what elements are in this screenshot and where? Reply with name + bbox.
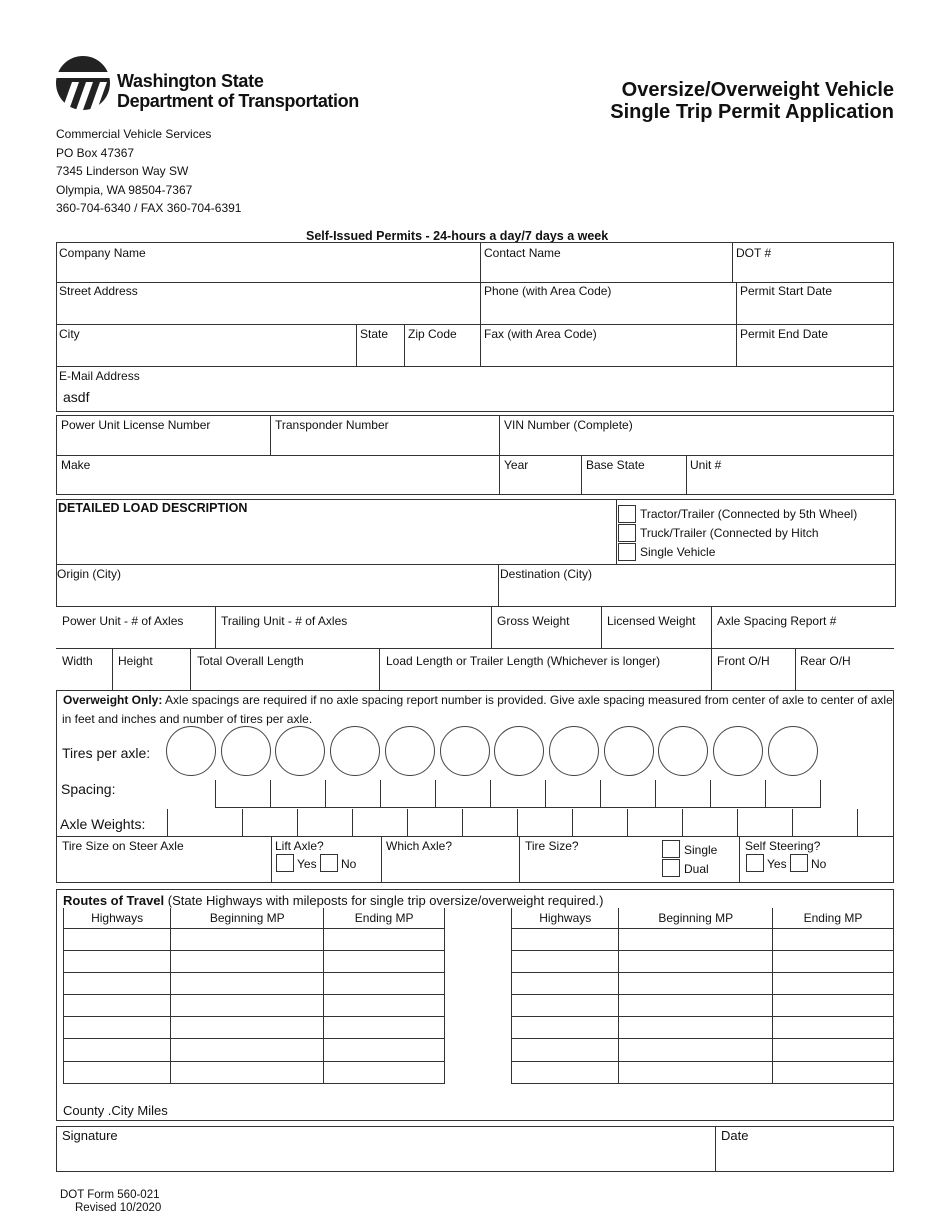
route-row bbox=[64, 950, 445, 972]
signature-section bbox=[56, 1126, 894, 1172]
spacing-divider bbox=[710, 780, 711, 807]
route-cell-input[interactable] bbox=[171, 1017, 324, 1039]
route-cell-input[interactable] bbox=[324, 1039, 445, 1061]
route-cell-input[interactable] bbox=[772, 950, 893, 972]
route-row bbox=[64, 1017, 445, 1039]
tires-per-axle-input[interactable] bbox=[166, 726, 216, 776]
height-field[interactable]: Height bbox=[118, 654, 153, 668]
spacing-divider bbox=[215, 780, 216, 807]
routes-column-header: Ending MP bbox=[772, 908, 893, 928]
route-cell-input[interactable] bbox=[512, 972, 619, 994]
spacing-divider bbox=[545, 780, 546, 807]
contact-name-field[interactable]: Contact Name bbox=[484, 246, 561, 260]
transponder-number-field[interactable]: Transponder Number bbox=[275, 418, 389, 432]
route-row bbox=[64, 995, 445, 1017]
overweight-instructions bbox=[63, 693, 893, 707]
route-row bbox=[512, 1017, 894, 1039]
route-row bbox=[512, 972, 894, 994]
agency-name-line2: Department of Transportation bbox=[117, 91, 359, 111]
weight-divider bbox=[242, 809, 243, 836]
destination-city-field[interactable]: Destination (City) bbox=[500, 567, 593, 581]
route-row bbox=[512, 1061, 894, 1083]
weight-divider bbox=[857, 809, 858, 836]
phone-field[interactable]: Phone (with Area Code) bbox=[484, 284, 612, 298]
company-name-field[interactable]: Company Name bbox=[59, 246, 146, 260]
routes-note: (State Highways with mileposts for single trip oversize/overweight required.) bbox=[164, 893, 604, 908]
tires-per-axle-input[interactable] bbox=[440, 726, 490, 776]
route-row bbox=[64, 928, 445, 950]
lift-axle-no-label: No bbox=[341, 857, 357, 871]
power-unit-axles-field[interactable]: Power Unit - # of Axles bbox=[62, 614, 184, 628]
vin-number-field[interactable]: VIN Number (Complete) bbox=[504, 418, 633, 432]
spacing-divider bbox=[435, 780, 436, 807]
routes-instructions bbox=[63, 893, 603, 908]
wsdot-logo bbox=[55, 55, 395, 113]
route-cell-input[interactable] bbox=[324, 950, 445, 972]
zip-code-field[interactable]: Zip Code bbox=[408, 327, 457, 341]
single-vehicle-checkbox[interactable] bbox=[618, 543, 636, 561]
route-cell-input[interactable] bbox=[619, 928, 772, 950]
routes-column-header: Beginning MP bbox=[619, 908, 772, 928]
route-cell-input[interactable] bbox=[64, 1061, 171, 1083]
lift-axle-yes-checkbox[interactable] bbox=[276, 854, 294, 872]
signature-field[interactable]: Signature bbox=[62, 1128, 118, 1143]
overweight-heading: Overweight Only: bbox=[63, 693, 163, 707]
routes-column-header: Beginning MP bbox=[171, 908, 324, 928]
spacing-divider bbox=[490, 780, 491, 807]
route-cell-input[interactable] bbox=[619, 950, 772, 972]
single-tire-label: Single bbox=[684, 843, 718, 857]
tires-per-axle-input[interactable] bbox=[330, 726, 380, 776]
routes-heading: Routes of Travel bbox=[63, 893, 165, 908]
permit-end-date-field[interactable]: Permit End Date bbox=[740, 327, 829, 341]
load-description-heading: DETAILED LOAD DESCRIPTION bbox=[58, 501, 248, 515]
wsdot-logo-icon bbox=[55, 55, 111, 111]
weight-divider bbox=[792, 809, 793, 836]
route-row bbox=[512, 1039, 894, 1061]
overweight-text-line2: in feet and inches and number of tires per axle. bbox=[62, 712, 313, 726]
route-row bbox=[512, 995, 894, 1017]
tires-per-axle-input[interactable] bbox=[658, 726, 708, 776]
axle-spacing-report-field[interactable]: Axle Spacing Report # bbox=[717, 614, 837, 628]
load-length-field[interactable]: Load Length or Trailer Length (Whichever is longer) bbox=[386, 654, 661, 668]
route-cell-input[interactable] bbox=[324, 995, 445, 1017]
street-address-field[interactable]: Street Address bbox=[59, 284, 138, 298]
city-field[interactable]: City bbox=[59, 327, 80, 341]
weight-divider bbox=[167, 809, 168, 836]
route-row bbox=[512, 928, 894, 950]
routes-table-left bbox=[63, 908, 445, 1084]
route-cell-input[interactable] bbox=[619, 1061, 772, 1083]
spacing-divider bbox=[325, 780, 326, 807]
tractor-trailer-checkbox[interactable] bbox=[618, 505, 636, 523]
unit-number-field[interactable]: Unit # bbox=[690, 458, 722, 472]
spacing-label: Spacing: bbox=[61, 781, 116, 797]
spacing-divider bbox=[655, 780, 656, 807]
tires-per-axle-input[interactable] bbox=[768, 726, 818, 776]
weight-divider bbox=[352, 809, 353, 836]
state-field[interactable]: State bbox=[360, 327, 389, 341]
route-cell-input[interactable] bbox=[512, 928, 619, 950]
dual-tire-checkbox[interactable] bbox=[662, 859, 680, 877]
route-cell-input[interactable] bbox=[619, 1017, 772, 1039]
route-cell-input[interactable] bbox=[171, 950, 324, 972]
tires-per-axle-input[interactable] bbox=[604, 726, 654, 776]
route-cell-input[interactable] bbox=[171, 1039, 324, 1061]
route-cell-input[interactable] bbox=[772, 1061, 893, 1083]
route-cell-input[interactable] bbox=[619, 1039, 772, 1061]
spacing-divider bbox=[270, 780, 271, 807]
address-line: PO Box 47367 bbox=[56, 145, 135, 160]
route-cell-input[interactable] bbox=[619, 995, 772, 1017]
route-cell-input[interactable] bbox=[772, 972, 893, 994]
tires-per-axle-label: Tires per axle: bbox=[62, 745, 151, 761]
route-cell-input[interactable] bbox=[324, 972, 445, 994]
address-line: Olympia, WA 98504-7367 bbox=[56, 182, 193, 197]
route-cell-input[interactable] bbox=[64, 1017, 171, 1039]
total-overall-length-field[interactable]: Total Overall Length bbox=[197, 654, 304, 668]
route-cell-input[interactable] bbox=[512, 950, 619, 972]
self-steering-yes-label: Yes bbox=[767, 857, 787, 871]
front-overhang-field[interactable]: Front O/H bbox=[717, 654, 770, 668]
mailing-address bbox=[56, 125, 241, 218]
address-line: 7345 Linderson Way SW bbox=[56, 164, 189, 178]
route-row bbox=[64, 1039, 445, 1061]
weight-divider bbox=[462, 809, 463, 836]
route-cell-input[interactable] bbox=[64, 928, 171, 950]
tires-per-axle-input[interactable] bbox=[713, 726, 763, 776]
route-cell-input[interactable] bbox=[171, 995, 324, 1017]
route-cell-input[interactable] bbox=[512, 1061, 619, 1083]
tires-per-axle-input[interactable] bbox=[221, 726, 271, 776]
single-tire-checkbox[interactable] bbox=[662, 840, 680, 858]
self-issued-note: Self-Issued Permits - 24-hours a day/7 days a week bbox=[306, 229, 609, 243]
route-cell-input[interactable] bbox=[171, 972, 324, 994]
tire-size-steer-axle-field[interactable]: Tire Size on Steer Axle bbox=[62, 839, 184, 853]
route-row bbox=[64, 1061, 445, 1083]
tires-per-axle-input[interactable] bbox=[494, 726, 544, 776]
base-state-field[interactable]: Base State bbox=[586, 458, 645, 472]
licensed-weight-field[interactable]: Licensed Weight bbox=[607, 614, 696, 628]
revision-date: Revised 10/2020 bbox=[75, 1202, 162, 1214]
route-cell-input[interactable] bbox=[772, 1039, 893, 1061]
route-cell-input[interactable] bbox=[64, 1039, 171, 1061]
rear-overhang-field[interactable]: Rear O/H bbox=[800, 654, 851, 668]
spacing-divider bbox=[820, 780, 821, 807]
weight-divider bbox=[572, 809, 573, 836]
route-cell-input[interactable] bbox=[171, 928, 324, 950]
weight-divider bbox=[627, 809, 628, 836]
route-row bbox=[512, 950, 894, 972]
dual-tire-label: Dual bbox=[684, 862, 709, 876]
route-cell-input[interactable] bbox=[324, 928, 445, 950]
route-cell-input[interactable] bbox=[64, 950, 171, 972]
weight-divider bbox=[407, 809, 408, 836]
gross-weight-field[interactable]: Gross Weight bbox=[497, 614, 570, 628]
route-cell-input[interactable] bbox=[64, 972, 171, 994]
self-steering-label: Self Steering? bbox=[745, 839, 821, 853]
permit-start-date-field[interactable]: Permit Start Date bbox=[740, 284, 833, 298]
single-vehicle-label: Single Vehicle bbox=[640, 545, 716, 559]
form-title-line2: Single Trip Permit Application bbox=[610, 101, 894, 123]
date-field[interactable]: Date bbox=[721, 1128, 749, 1143]
routes-column-header: Highways bbox=[64, 908, 171, 928]
tires-per-axle-input[interactable] bbox=[385, 726, 435, 776]
email-address-label: E-Mail Address bbox=[59, 369, 140, 383]
dot-number-field[interactable]: DOT # bbox=[736, 246, 772, 260]
weight-divider bbox=[517, 809, 518, 836]
route-cell-input[interactable] bbox=[64, 995, 171, 1017]
self-steering-no-label: No bbox=[811, 857, 827, 871]
address-line: Commercial Vehicle Services bbox=[56, 127, 212, 141]
route-cell-input[interactable] bbox=[324, 1061, 445, 1083]
weight-divider bbox=[297, 809, 298, 836]
routes-column-header: Ending MP bbox=[324, 908, 445, 928]
trailing-unit-axles-field[interactable]: Trailing Unit - # of Axles bbox=[221, 614, 348, 628]
year-field[interactable]: Year bbox=[504, 458, 529, 472]
axle-weights-label: Axle Weights: bbox=[60, 816, 146, 832]
spacing-divider bbox=[380, 780, 381, 807]
route-cell-input[interactable] bbox=[324, 1017, 445, 1039]
tires-per-axle-input[interactable] bbox=[549, 726, 599, 776]
county-city-miles-field[interactable]: County .City Miles bbox=[63, 1103, 168, 1118]
email-address-input[interactable]: asdf bbox=[63, 389, 90, 405]
truck-trailer-label: Truck/Trailer (Connected by Hitch bbox=[640, 526, 819, 540]
truck-trailer-checkbox[interactable] bbox=[618, 524, 636, 542]
agency-name-line1: Washington State bbox=[117, 71, 264, 91]
spacing-divider bbox=[600, 780, 601, 807]
route-cell-input[interactable] bbox=[512, 995, 619, 1017]
routes-column-header: Highways bbox=[512, 908, 619, 928]
route-cell-input[interactable] bbox=[512, 1039, 619, 1061]
origin-city-field[interactable]: Origin (City) bbox=[57, 567, 122, 581]
route-cell-input[interactable] bbox=[619, 972, 772, 994]
tractor-trailer-label: Tractor/Trailer (Connected by 5th Wheel) bbox=[640, 507, 858, 521]
self-steering-no-checkbox[interactable] bbox=[790, 854, 808, 872]
route-row bbox=[64, 972, 445, 994]
address-line: 360-704-6340 / FAX 360-704-6391 bbox=[56, 201, 242, 215]
lift-axle-yes-label: Yes bbox=[297, 857, 317, 871]
power-unit-license-field[interactable]: Power Unit License Number bbox=[61, 418, 211, 432]
route-cell-input[interactable] bbox=[772, 928, 893, 950]
route-cell-input[interactable] bbox=[772, 995, 893, 1017]
weight-divider bbox=[682, 809, 683, 836]
form-title-line1: Oversize/Overweight Vehicle bbox=[621, 79, 894, 101]
route-cell-input[interactable] bbox=[171, 1061, 324, 1083]
self-steering-yes-checkbox[interactable] bbox=[746, 854, 764, 872]
route-cell-input[interactable] bbox=[772, 1017, 893, 1039]
route-cell-input[interactable] bbox=[512, 1017, 619, 1039]
spacing-divider bbox=[765, 780, 766, 807]
routes-table-right bbox=[511, 908, 894, 1084]
overweight-text: Axle spacings are required if no axle spacing report number is provided. Give axle spacing measured from center of axle to center of axle bbox=[162, 693, 893, 707]
weight-divider bbox=[737, 809, 738, 836]
which-axle-field[interactable]: Which Axle? bbox=[386, 839, 453, 853]
lift-axle-no-checkbox[interactable] bbox=[320, 854, 338, 872]
make-field[interactable]: Make bbox=[61, 458, 91, 472]
width-field[interactable]: Width bbox=[62, 654, 93, 668]
form-number: DOT Form 560-021 bbox=[60, 1189, 160, 1201]
lift-axle-label: Lift Axle? bbox=[275, 839, 324, 853]
fax-field[interactable]: Fax (with Area Code) bbox=[484, 327, 597, 341]
tire-size-field[interactable]: Tire Size? bbox=[525, 839, 579, 853]
